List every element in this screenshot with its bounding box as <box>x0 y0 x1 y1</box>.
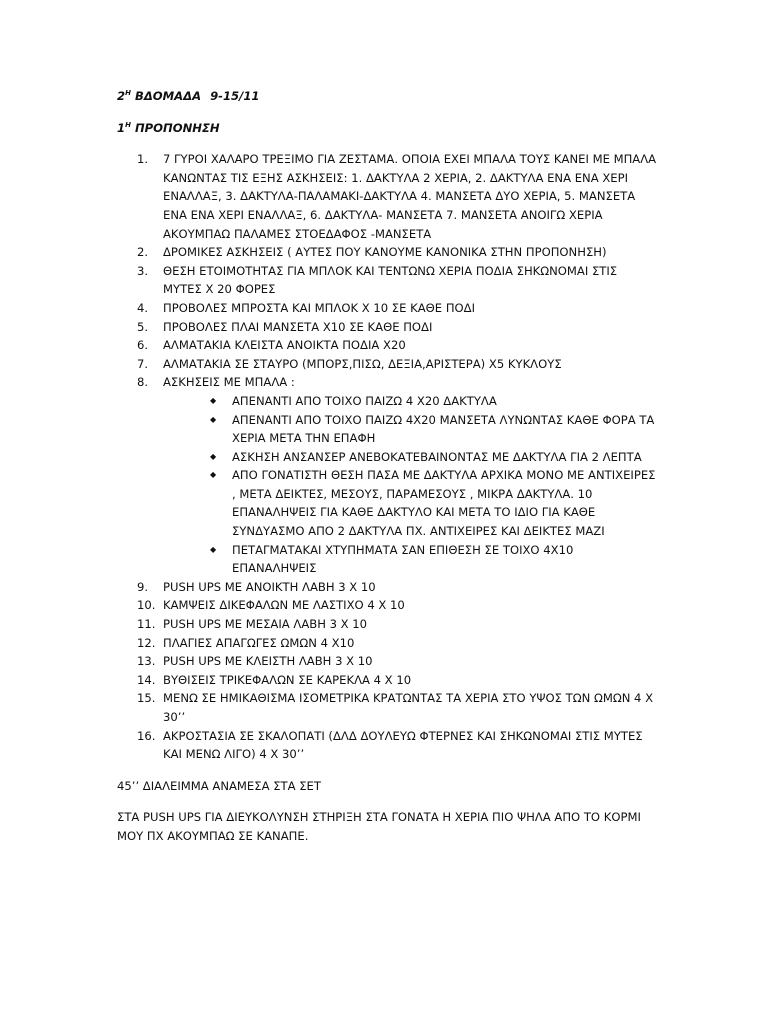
list-item <box>117 355 657 374</box>
list-item-text: ΑΛΜΑΤΑΚΙΑ ΣΕ ΣΤΑΥΡΟ (ΜΠΟΡΣ,ΠΙΣΩ, ΔΕΞΙΑ,ΑΡΙΣΤΕΡΑ) Χ5 ΚΥΚΛΟΥΣ <box>163 356 562 371</box>
list-item-number: 4. <box>137 300 149 315</box>
list-item-text: ΠΡΟΒΟΛΕΣ ΜΠΡΟΣΤΑ ΚΑΙ ΜΠΛΟΚ Χ 10 ΣΕ ΚΑΘΕ ΠΟΔΙ <box>163 300 476 315</box>
bullet-item <box>117 541 657 578</box>
list-item <box>117 652 657 671</box>
week-heading <box>117 87 657 106</box>
list-item <box>117 615 657 634</box>
diamond-bullet-icon: ◆ <box>210 544 217 554</box>
list-item-number: 8. <box>137 375 149 390</box>
session-heading-superscript: Η <box>125 120 131 129</box>
list-item-number: 3. <box>137 263 149 278</box>
list-item-text: ΠΡΟΒΟΛΕΣ ΠΛΑΙ ΜΑΝΣΕΤΑ Χ10 ΣΕ ΚΑΘΕ ΠΟΔΙ <box>163 319 433 334</box>
list-item-text: ΚΑΜΨΕΙΣ ΔΙΚΕΦΑΛΩΝ ΜΕ ΛΑΣΤΙΧΟ 4 Χ 10 <box>163 598 405 613</box>
diamond-bullet-icon: ◆ <box>210 414 217 424</box>
session-heading <box>117 119 657 138</box>
document-page <box>117 87 657 846</box>
bullet-item <box>117 411 657 448</box>
list-item-number: 9. <box>137 579 149 594</box>
list-item-text: PUSH UPS ΜΕ ΚΛΕΙΣΤΗ ΛΑΒΗ 3 Χ 10 <box>163 654 373 669</box>
week-heading-superscript: Η <box>125 89 131 97</box>
list-item-number: 1. <box>137 152 149 167</box>
week-heading-number: 2 <box>117 89 126 103</box>
list-item <box>117 262 657 299</box>
list-item-number: 14. <box>137 672 156 687</box>
exercise-list <box>117 150 657 392</box>
list-item-number: 6. <box>137 338 149 353</box>
list-item-number: 10. <box>137 598 156 613</box>
list-item-text: ΑΣΚΗΣΕΙΣ ΜΕ ΜΠΑΛΑ : <box>163 375 295 390</box>
list-item <box>117 671 657 690</box>
list-item-text: ΑΚΡΟΣΤΑΣΙΑ ΣΕ ΣΚΑΛΟΠΑΤΙ (ΔΛΔ ΔΟΥΛΕΥΩ ΦΤΕΡΝΕΣ ΚΑΙ ΣΗΚΩΝΟΜΑΙ ΣΤΙΣ ΜΥΤΕΣ ΚΑΙ ΜΕΝΩ ΛΙΓΟ) 4 Χ 30’’ <box>163 728 643 762</box>
list-item-number: 12. <box>137 635 156 650</box>
diamond-bullet-icon: ◆ <box>210 470 217 480</box>
list-item-text: PUSH UPS ΜΕ ΜΕΣΑΙΑ ΛΑΒΗ 3 Χ 10 <box>163 617 368 632</box>
list-item-text: ΒΥΘΙΣΕΙΣ ΤΡΙΚΕΦΑΛΩΝ ΣΕ ΚΑΡΕΚΛΑ 4 Χ 10 <box>163 672 412 687</box>
bullet-item-text: ΠΕΤΑΓΜΑΤΑΚΑΙ ΧΤΥΠΗΜΑΤΑ ΣΑΝ ΕΠΙΘΕΣΗ ΣΕ ΤΟΙΧΟ 4Χ10 ΕΠΑΝΑΛΗΨΕΙΣ <box>232 542 574 576</box>
list-item-number: 15. <box>137 691 156 706</box>
list-item <box>117 727 657 764</box>
list-item-text: ΑΛΜΑΤΑΚΙΑ ΚΛΕΙΣΤΑ ΑΝΟΙΚΤΑ ΠΟΔΙΑ Χ20 <box>163 338 406 353</box>
list-item <box>117 689 657 726</box>
bullet-item <box>117 392 657 411</box>
list-item <box>117 150 657 243</box>
list-item-number: 5. <box>137 319 149 334</box>
list-item <box>117 373 657 392</box>
list-item <box>117 243 657 262</box>
rest-note: 45’’ ΔΙΑΛΕΙΜΜΑ ΑΝΑΜΕΣΑ ΣΤΑ ΣΕΤ <box>117 778 321 793</box>
bullet-item <box>117 466 657 540</box>
list-item <box>117 578 657 597</box>
list-item <box>117 336 657 355</box>
list-item-number: 11. <box>137 617 156 632</box>
pushup-note: ΣΤΑ PUSH UPS ΓΙΑ ΔΙΕΥΚΟΛΥΝΣΗ ΣΤΗΡΙΞΗ ΣΤΑ ΓΟΝΑΤΑ Η ΧΕΡΙΑ ΠΙΟ ΨΗΛΑ ΑΠΟ ΤΟ ΚΟΡΜΙ ΜΟΥ ΠΧ ΑΚΟΥΜΠΑΩ ΣΕ ΚΑΝΑΠΕ. <box>117 810 641 843</box>
list-item-text: ΠΛΑΓΙΕΣ ΑΠΑΓΩΓΕΣ ΩΜΩΝ 4 Χ10 <box>163 635 355 650</box>
diamond-bullet-icon: ◆ <box>210 451 217 461</box>
list-item <box>117 596 657 615</box>
session-heading-number: 1 <box>117 120 126 135</box>
list-item-number: 2. <box>137 245 149 260</box>
list-item-text: 7 ΓΥΡΟΙ ΧΑΛΑΡΟ ΤΡΕΞΙΜΟ ΓΙΑ ΖΕΣΤΑΜΑ. ΟΠΟΙΑ ΕΧΕΙ ΜΠΑΛΑ ΤΟΥΣ ΚΑΝΕΙ ΜΕ ΜΠΑΛΑ ΚΑΝΩΝΤΑΣ ΤΙΣ ΕΞΗΣ ΑΣΚΗΣΕΙΣ: 1. ΔΑΚΤΥΛΑ 2 ΧΕΡΙΑ, 2. ΔΑΚΤΥΛΑ ΕΝΑ ΕΝΑ ΧΕΡΙ ΕΝΑΛΛΑΞ, 3. ΔΑΚΤΥΛΑ-ΠΑΛΑΜΑΚΙ-ΔΑΚΤΥΛΑ 4. ΜΑΝΣΕΤΑ ΔΥΟ ΧΕΡΙΑ, 5. ΜΑΝΣΕΤΑ ΕΝΑ ΕΝΑ ΧΕΡΙ ΕΝΑΛΛΑΞ, 6. ΔΑΚΤΥΛΑ- ΜΑΝΣΕΤΑ 7. ΜΑΝΣΕΤΑ ΑΝΟΙΓΩ ΧΕΡΙΑ ΑΚΟΥΜΠΑΩ ΠΑΛΑΜΕΣ ΣΤΟΕΔΑΦΟΣ -ΜΑΝΣΕΤΑ <box>163 152 657 241</box>
list-item-text: ΜΕΝΩ ΣΕ ΗΜΙΚΑΘΙΣΜΑ ΙΣΟΜΕΤΡΙΚΑ ΚΡΑΤΩΝΤΑΣ ΤΑ ΧΕΡΙΑ ΣΤΟ ΥΨΟΣ ΤΩΝ ΩΜΩΝ 4 Χ 30’’ <box>163 691 654 724</box>
list-item-text: PUSH UPS ΜΕ ΑΝΟΙΚΤΗ ΛΑΒΗ 3 Χ 10 <box>163 579 376 594</box>
session-heading-text: ΠΡΟΠΟΝΗΣΗ <box>134 120 220 135</box>
list-item-text: ΘΕΣΗ ΕΤΟΙΜΟΤΗΤΑΣ ΓΙΑ ΜΠΛΟΚ ΚΑΙ ΤΕΝΤΩΝΩ ΧΕΡΙΑ ΠΟΔΙΑ ΣΗΚΩΝΟΜΑΙ ΣΤΙΣ ΜΥΤΕΣ Χ 20 ΦΟΡΕΣ <box>163 263 618 297</box>
exercise-list-continued <box>117 578 657 764</box>
list-item <box>117 318 657 337</box>
list-item-text: ΔΡΟΜΙΚΕΣ ΑΣΚΗΣΕΙΣ ( ΑΥΤΕΣ ΠΟΥ ΚΑΝΟΥΜΕ ΚΑΝΟΝΙΚΑ ΣΤΗΝ ΠΡΟΠΟΝΗΣΗ) <box>163 245 607 260</box>
bullet-item-text: ΑΠΕΝΑΝΤΙ ΑΠΟ ΤΟΙΧΟ ΠΑΙΖΩ 4Χ20 ΜΑΝΣΕΤΑ ΛΥΝΩΝΤΑΣ ΚΑΘΕ ΦΟΡΑ ΤΑ ΧΕΡΙΑ ΜΕΤΑ ΤΗΝ ΕΠΑΦΗ <box>232 412 655 446</box>
bullet-item-text: ΑΠΕΝΑΝΤΙ ΑΠΟ ΤΟΙΧΟ ΠΑΙΖΩ 4 Χ20 ΔΑΚΤΥΛΑ <box>232 393 497 408</box>
bullet-item-text: ΑΣΚΗΣΗ ΑΝΣΑΝΣΕΡ ΑΝΕΒΟΚΑΤΕΒΑΙΝΟΝΤΑΣ ΜΕ ΔΑΚΤΥΛΑ ΓΙΑ 2 ΛΕΠΤΑ <box>232 449 642 464</box>
bullet-item-text: ΑΠΟ ΓΟΝΑΤΙΣΤΗ ΘΕΣΗ ΠΑΣΑ ΜΕ ΔΑΚΤΥΛΑ ΑΡΧΙΚΑ ΜΟΝΟ ΜΕ ΑΝΤΙΧΕΙΡΕΣ , ΜΕΤΑ ΔΕΙΚΤΕΣ, ΜΕΣΟΥΣ, ΠΑΡΑΜΕΣΟΥΣ , ΜΙΚΡΑ ΔΑΚΤΥΛΑ. 10 ΕΠΑΝΑΛΗΨΕΙΣ ΓΙΑ ΚΑΘΕ ΔΑΚΤΥΛΟ ΚΑΙ ΜΕΤΑ ΤΟ ΙΔΙΟ ΓΙΑ ΚΑΘΕ ΣΥΝΔΥΑΣΜΟ ΑΠΟ 2 ΔΑΚΤΥΛΑ ΠΧ. ΑΝΤΙΧΕΙΡΕΣ ΚΑΙ ΔΕΙΚΤΕΣ ΜΑΖΙ <box>232 468 656 539</box>
list-item <box>117 299 657 318</box>
list-item-number: 7. <box>137 356 149 371</box>
week-heading-dates: 9-15/11 <box>210 89 260 103</box>
list-item <box>117 634 657 653</box>
bullet-item <box>117 448 657 467</box>
week-heading-text: ΒΔΟΜΑΔΑ <box>134 89 202 103</box>
ball-exercise-list <box>117 392 657 578</box>
list-item-number: 13. <box>137 654 156 669</box>
diamond-bullet-icon: ◆ <box>210 395 217 405</box>
list-item-number: 16. <box>137 728 156 743</box>
